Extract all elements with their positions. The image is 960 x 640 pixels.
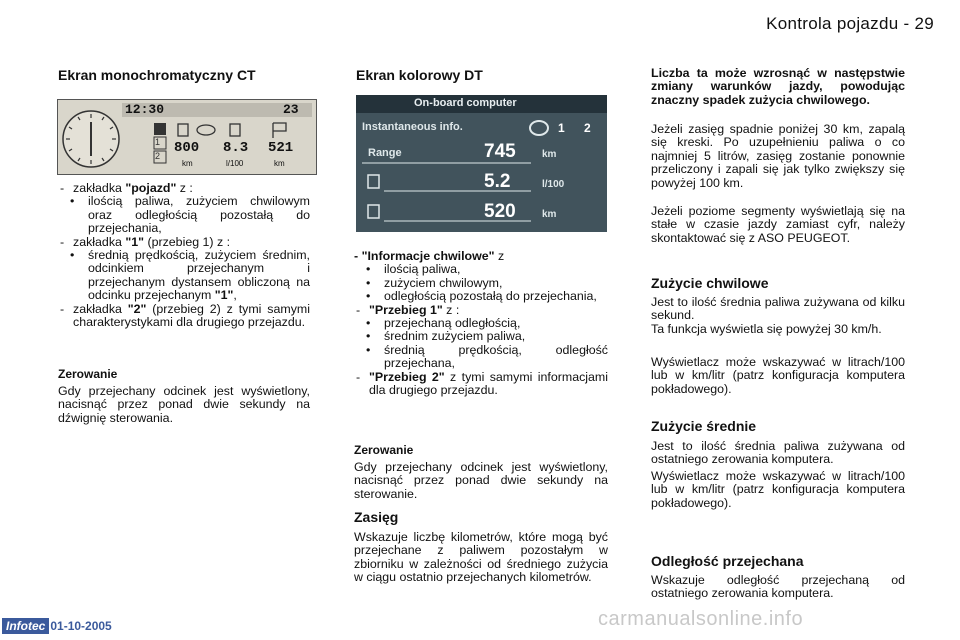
list-item: • ilością paliwa, zużyciem chwilowym oraz odległością pozostałą do przejechania, — [58, 195, 310, 235]
list-item: • średnią prędkością, odległość przejechana, — [354, 344, 608, 371]
color-unit-1: km — [542, 149, 557, 160]
intro-bold: Liczba ta może wzrosnąć w następstwie zmiany warunków jazdy, powodując znaczny spadek zużycia chwilowego. — [651, 66, 905, 107]
color-value-2: 5.2 — [484, 171, 511, 192]
mono-tab-1: 1 — [155, 137, 161, 147]
section-heading: Zużycie średnie — [651, 418, 757, 434]
watermark: carmanualsonline.info — [598, 608, 804, 630]
color-screen-title: On-board computer — [414, 97, 517, 109]
mono-unit-3: km — [274, 159, 285, 168]
car-icon — [530, 121, 548, 135]
flag-icon — [273, 123, 286, 138]
paragraph: Wyświetlacz może wskazywać w litrach/100 lub w km/litr (patrz konfiguracja komputera pokładowego). — [651, 355, 905, 396]
mono-heading: Ekran monochromatyczny CT — [58, 67, 256, 83]
paragraph: Ta funkcja wyświetla się powyżej 30 km/h. — [651, 322, 882, 336]
color-screen-info: Instantaneous info. — [362, 121, 463, 133]
mono-screen-image — [57, 99, 317, 175]
color-reset-heading: Zerowanie — [354, 443, 414, 457]
paragraph: Wskazuje odległość przejechaną od ostatniego zerowania komputera. — [651, 573, 905, 601]
list-item: • zużyciem chwilowym, — [354, 277, 608, 290]
color-range-label: Range — [368, 147, 402, 159]
paragraph: Wyświetlacz może wskazywać w litrach/100 lub w km/litr (patrz konfiguracja komputera pokładowego). — [651, 469, 905, 510]
list-item: - "Informacje chwilowe" z — [354, 249, 505, 263]
section-heading: Odległość przejechana — [651, 553, 804, 569]
list-item: • średnim zużyciem paliwa, — [354, 330, 608, 343]
list-item: • średnią prędkością, zużyciem średnim, odcinkiem przejechanym i przejechanym dystansem obliczoną na odcinku przejechanym "1", — [58, 249, 310, 303]
color-value-3: 520 — [484, 201, 516, 222]
color-heading: Ekran kolorowy DT — [356, 67, 483, 83]
infotec-logo: Infotec — [2, 618, 49, 634]
car-tab-icon — [154, 123, 166, 135]
color-unit-2: l/100 — [542, 179, 565, 190]
mono-temp: 23 — [283, 102, 299, 117]
section-heading: Zużycie chwilowe — [651, 275, 769, 291]
mono-time: 12:30 — [125, 102, 165, 117]
color-value-1: 745 — [484, 141, 516, 162]
list-item: - "Przebieg 1" z : — [354, 304, 608, 317]
paragraph: Jest to ilość średnia paliwa zużywana od kilku sekund. — [651, 295, 905, 323]
color-list — [354, 250, 608, 397]
color-screen-image — [356, 95, 607, 232]
mono-reset-text: Gdy przejechany odcinek jest wyświetlony, nacisnąć przez ponad dwie sekundy na dźwignię sterowania. — [58, 384, 310, 425]
pump-icon — [368, 175, 379, 188]
zasieg-heading: Zasięg — [354, 509, 399, 525]
color-reset-text: Gdy przejechany odcinek jest wyświetlony, nacisnąć przez ponad dwie sekundy na sterowanie. — [354, 460, 608, 501]
zasieg-text: Wskazuje liczbę kilometrów, które mogą być przejechane z paliwem pozostałym w zbiorniku w zależności od średniego zużycia w ciągu ostatnio przejechanych kilometrów. — [354, 530, 608, 585]
fuel-icon — [178, 124, 188, 136]
mono-list — [58, 182, 310, 329]
page-header: Kontrola pojazdu - 29 — [766, 14, 934, 33]
list-item: - zakładka "1" (przebieg 1) z : — [58, 236, 310, 249]
mono-tab-2: 2 — [155, 151, 161, 161]
footer — [2, 618, 112, 634]
footer-date: 01-10-2005 — [50, 619, 112, 633]
list-item: • odległością pozostałą do przejechania, — [354, 290, 608, 303]
color-tab-1: 1 — [558, 121, 565, 135]
mono-value-2: 8.3 — [223, 140, 249, 156]
paragraph: Jeżeli poziome segmenty wyświetlają się na stałe w czasie jazdy zamiast cyfr, należy skontaktować się z ASO PEUGEOT. — [651, 204, 905, 245]
color-unit-3: km — [542, 209, 557, 220]
list-item: • przejechaną odległością, — [354, 317, 608, 330]
mono-unit-1: km — [182, 159, 193, 168]
mono-reset-heading: Zerowanie — [58, 367, 118, 381]
mono-value-3: 521 — [268, 140, 294, 156]
mono-unit-2: l/100 — [226, 159, 244, 168]
paragraph: Jeżeli zasięg spadnie poniżej 30 km, zapalą się kreski. Po uzupełnieniu paliwa o co najmniej 5 litrów, zasięg zostanie ponownie przeliczony i zapali się jak tylko zwiększy się powyżej 100 km. — [651, 122, 905, 190]
mono-value-1: 800 — [174, 140, 200, 156]
flag-icon — [368, 205, 379, 218]
list-item: • ilością paliwa, — [354, 263, 608, 276]
paragraph: Jest to ilość średnia paliwa zużywana od ostatniego zerowania komputera. — [651, 439, 905, 467]
list-item: - "Przebieg 2" z tymi samymi informacjami dla drugiego przejazdu. — [354, 371, 608, 398]
list-item: - zakładka "pojazd" z : — [58, 182, 310, 195]
color-tab-2: 2 — [584, 121, 591, 135]
car-icon — [197, 125, 215, 135]
list-item: - zakładka "2" (przebieg 2) z tymi samymi charakterystykami dla drugiego przejazdu. — [58, 303, 310, 330]
